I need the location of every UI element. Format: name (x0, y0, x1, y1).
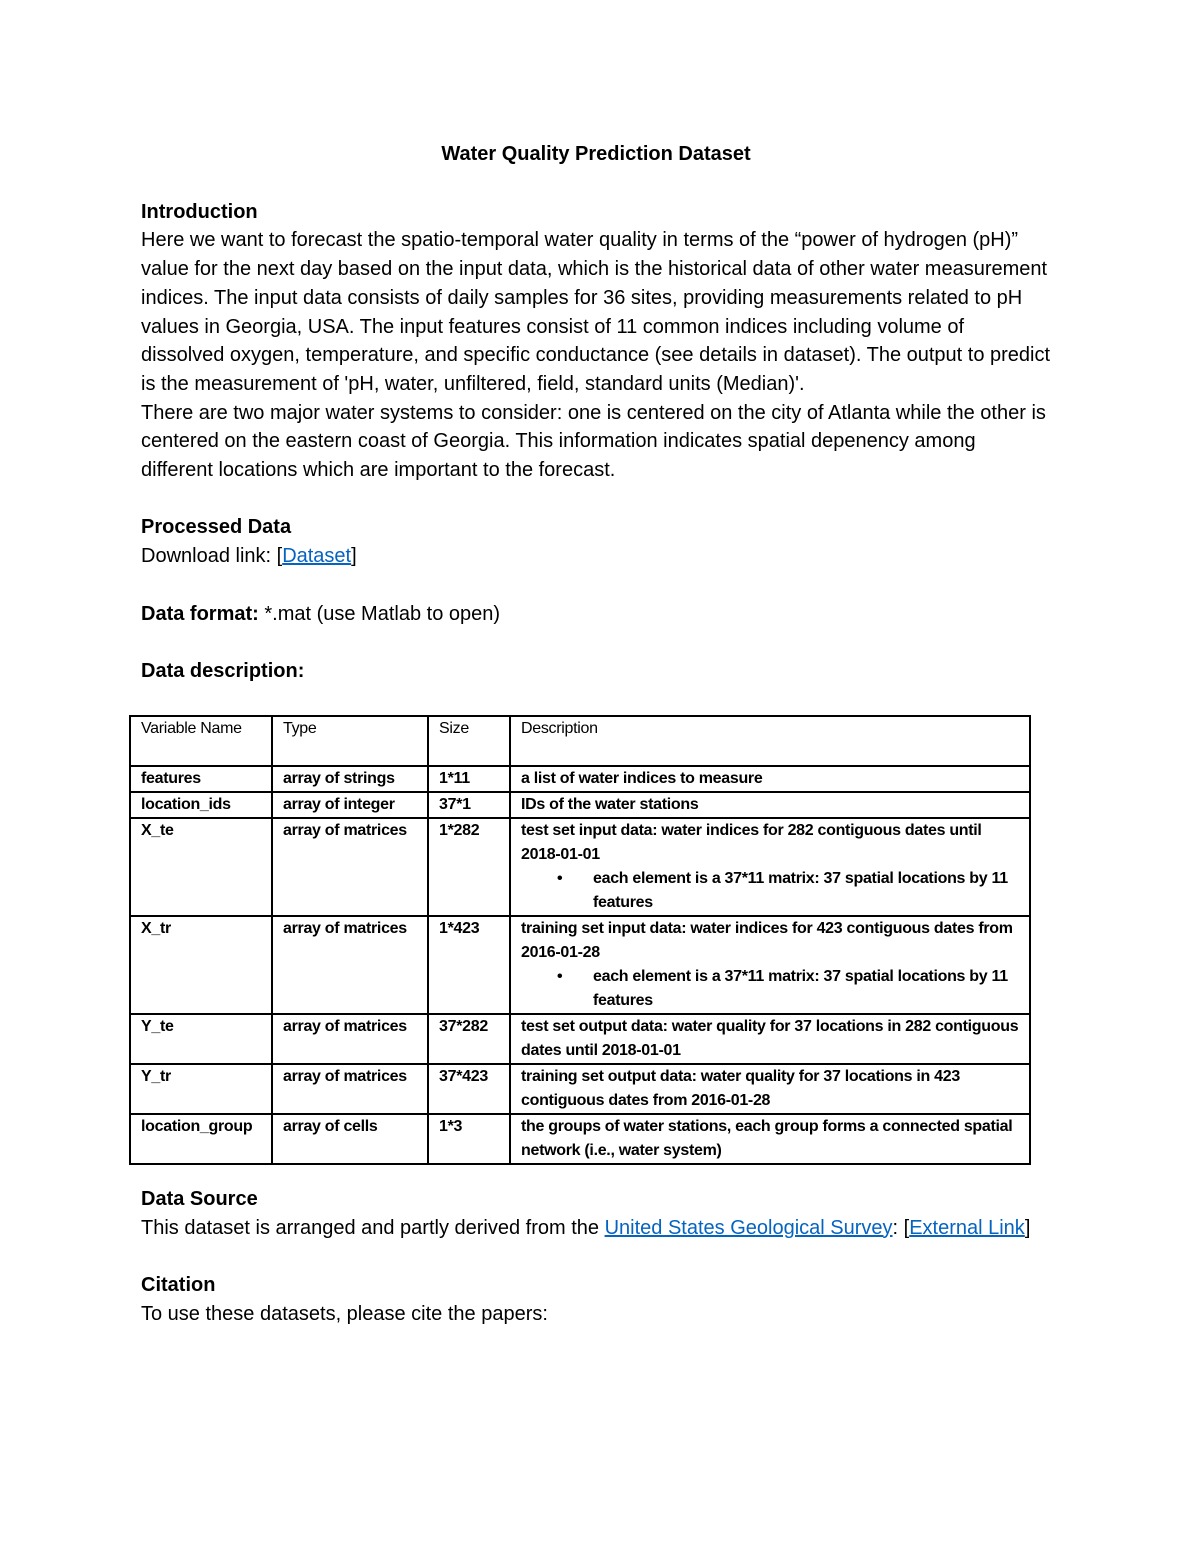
cell-size: 1*282 (428, 818, 510, 916)
cell-description (510, 1114, 1030, 1164)
document-title: Water Quality Prediction Dataset (441, 143, 751, 165)
table-row (130, 818, 1030, 916)
table-row (130, 1014, 1030, 1064)
cell-type: array of cells (272, 1114, 428, 1164)
table-row (130, 766, 1030, 792)
cell-size: 37*1 (428, 792, 510, 818)
cell-size: 1*3 (428, 1114, 510, 1164)
data-source-mid: : [ (892, 1216, 910, 1239)
processed-data-heading: Processed Data (141, 516, 292, 539)
data-source-suffix: ] (1024, 1216, 1031, 1239)
header-variable-name: Variable Name (130, 716, 272, 766)
description-bullet (521, 867, 1019, 915)
introduction-paragraph-2: There are two major water systems to consider: one is centered on the city of Atlanta while the other is centered on the eastern coast of Georgia. This information indicates spatial depenency among different locations which are important to the forecast. (141, 401, 1046, 482)
bullet-text: each element is a 37*11 matrix: 37 spatial locations by 11 features (593, 870, 1008, 911)
cell-type: array of matrices (272, 1064, 428, 1114)
data-source-text (141, 1214, 1051, 1243)
bullet-icon: • (557, 870, 563, 887)
bullet-text: each element is a 37*11 matrix: 37 spatial locations by 11 features (593, 968, 1008, 1009)
cell-size: 1*423 (428, 916, 510, 1014)
cell-type: array of matrices (272, 1014, 428, 1064)
description-text: test set input data: water indices for 282 contiguous dates until 2018-01-01 (521, 822, 982, 863)
cell-size: 1*11 (428, 766, 510, 792)
cell-type: array of matrices (272, 818, 428, 916)
introduction-paragraph-1: Here we want to forecast the spatio-temporal water quality in terms of the “power of hydrogen (pH)” value for the next day based on the input data, which is the historical data of other water measurement indices. The input data consists of daily samples for 36 sites, providing measurements related to pH values in Georgia, USA. The input features consist of 11 common indices including volume of dissolved oxygen, temperature, and specific conductance (see details in dataset). The output to predict is the measurement of 'pH, water, unfiltered, field, standard units (Median)'. (141, 229, 1051, 395)
cell-description (510, 818, 1030, 916)
cell-type: array of strings (272, 766, 428, 792)
cell-variable-name: X_tr (130, 916, 272, 1014)
description-text: IDs of the water stations (521, 796, 699, 813)
data-format-label: Data format: (141, 602, 259, 625)
description-text: test set output data: water quality for 37 locations in 282 contiguous dates until 2018-01-01 (521, 1018, 1019, 1059)
description-text: the groups of water stations, each group forms a connected spatial network (i.e., water system) (521, 1118, 1013, 1159)
description-text: a list of water indices to measure (521, 770, 763, 787)
table-row (130, 1064, 1030, 1114)
data-format-line (141, 600, 1051, 629)
table-row (130, 792, 1030, 818)
external-link[interactable]: External Link (909, 1216, 1025, 1239)
data-source-heading: Data Source (141, 1188, 258, 1210)
cell-size: 37*423 (428, 1064, 510, 1114)
bullet-icon: • (557, 968, 563, 985)
cell-description (510, 1014, 1030, 1064)
cell-variable-name: location_group (130, 1114, 272, 1164)
cell-variable-name: X_te (130, 818, 272, 916)
cell-type: array of integer (272, 792, 428, 818)
table-row (130, 1114, 1030, 1164)
document-body-lower (141, 1185, 1051, 1329)
cell-type: array of matrices (272, 916, 428, 1014)
cell-variable-name: features (130, 766, 272, 792)
description-text: training set input data: water indices for 423 contiguous dates from 2016-01-28 (521, 920, 1013, 961)
document-body (141, 140, 1051, 686)
usgs-link[interactable]: United States Geological Survey (604, 1216, 893, 1239)
cell-description (510, 792, 1030, 818)
description-text: training set output data: water quality for 37 locations in 423 contiguous dates from 2016-01-28 (521, 1068, 960, 1109)
cell-variable-name: Y_tr (130, 1064, 272, 1114)
table-row (130, 916, 1030, 1014)
download-suffix: ] (351, 545, 357, 568)
cell-description (510, 766, 1030, 792)
cell-description (510, 916, 1030, 1014)
header-size: Size (428, 716, 510, 766)
header-type: Type (272, 716, 428, 766)
data-description-label: Data description: (141, 659, 305, 682)
dataset-link[interactable]: Dataset (282, 545, 352, 568)
data-description-table (129, 715, 1031, 1165)
cell-variable-name: location_ids (130, 792, 272, 818)
data-source-prefix: This dataset is arranged and partly derived from the (141, 1216, 605, 1239)
download-line (141, 542, 1051, 571)
data-format-value: *.mat (use Matlab to open) (258, 602, 501, 625)
table-header-row (130, 716, 1030, 766)
description-bullet (521, 965, 1019, 1013)
introduction-heading: Introduction (141, 200, 258, 223)
citation-heading: Citation (141, 1274, 216, 1297)
header-description: Description (510, 716, 1030, 766)
citation-text: To use these datasets, please cite the papers: (141, 1302, 548, 1325)
cell-variable-name: Y_te (130, 1014, 272, 1064)
download-prefix: Download link: [ (141, 545, 283, 568)
cell-size: 37*282 (428, 1014, 510, 1064)
cell-description (510, 1064, 1030, 1114)
